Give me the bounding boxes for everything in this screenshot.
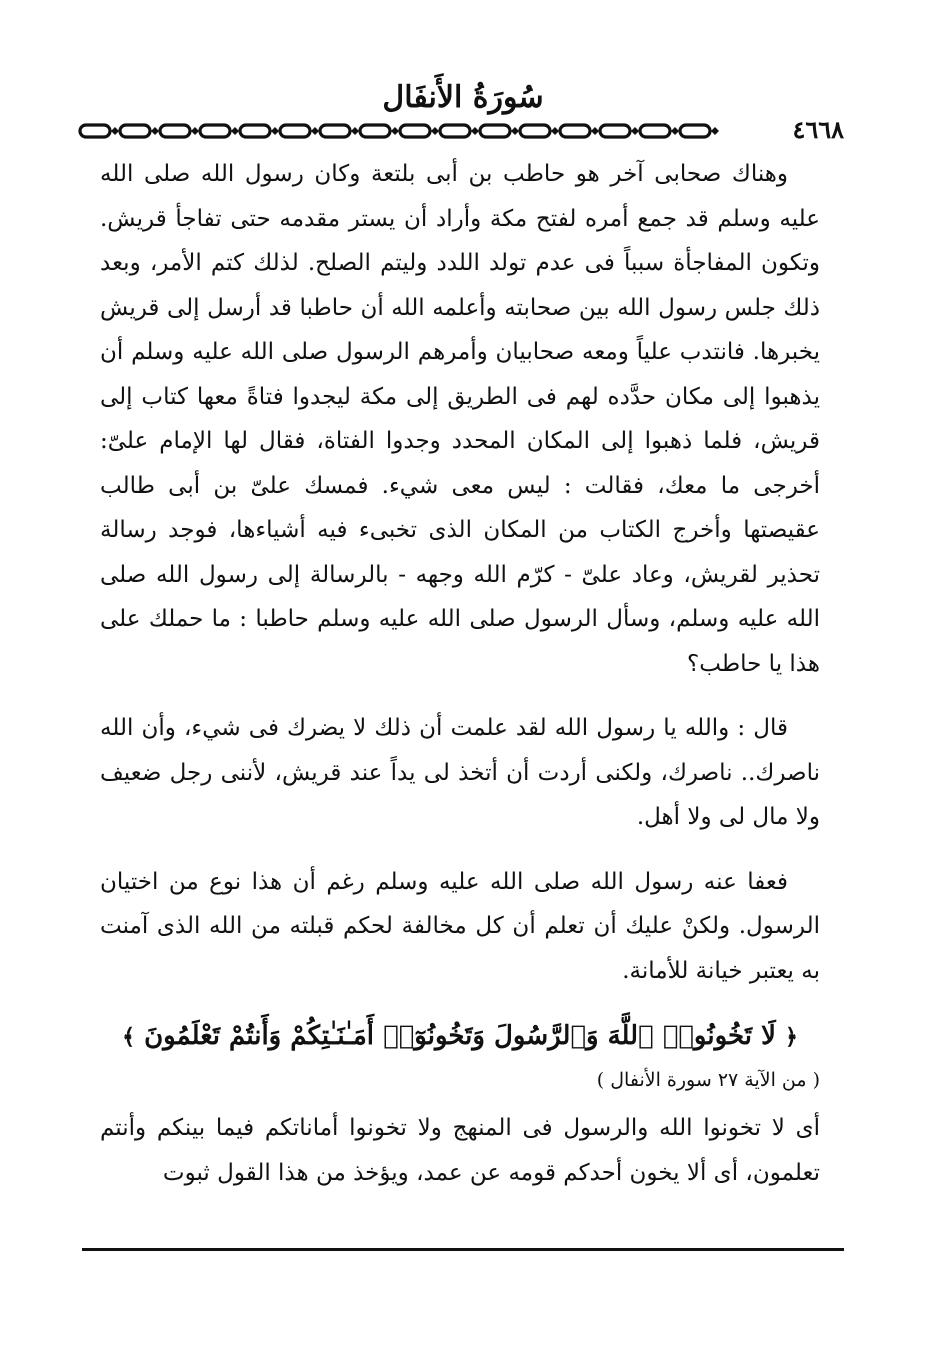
chain-diamond: [311, 127, 319, 135]
verse-open-bracket: ﴿: [784, 1024, 798, 1050]
verse-text: لَا تَخُونُوا۟ ٱللَّهَ وَٱلرَّسُولَ وَتَخُونُوٓا۟ أَمَـٰنَـٰتِكُمْ وَأَنتُمْ تَعْلَمُونَ: [144, 1021, 776, 1051]
header-ornament: [78, 120, 818, 142]
chain-link: [400, 125, 430, 137]
chain-link: [360, 125, 390, 137]
chain-link: [440, 125, 470, 137]
paragraph-4: أى لا تخونوا الله والرسول فى المنهج ولا تخونوا أماناتكم فيما بينكم وأنتم تعلمون، أى ألا يخون أحدكم قومه عن عمد، ويؤخذ من هذا القول ثبوت: [100, 1115, 820, 1186]
chain-diamond: [551, 127, 559, 135]
chain-link: [520, 125, 550, 137]
chain-diamond: [351, 127, 359, 135]
chain-diamond: [511, 127, 519, 135]
chain-link: [200, 125, 230, 137]
verse-close-bracket: ﴾: [122, 1024, 135, 1050]
chain-link: [600, 125, 630, 137]
chain-diamond: [111, 127, 119, 135]
chain-link: [640, 125, 670, 137]
chain-diamond: [271, 127, 279, 135]
chain-link: [480, 125, 510, 137]
chain-link: [320, 125, 350, 137]
paragraph-1: وهناك صحابى آخر هو حاطب بن أبى بلتعة وكان رسول الله صلى الله عليه وسلم قد جمع أمره لفتح مكة وأراد أن يستر مقدمه حتى تفاجأ قريش. وتكون المفاجأة سبباً فى عدم تولد اللدد وليتم الصلح. لذلك كتم الأمر، وبعد ذلك جلس رسول الله بين صحابته وأعلمه الله أن حاطبا قد أرسل إلى قريش يخبرها. فانتدب علياً ومعه صحابيان وأمرهم الرسول صلى الله عليه وسلم أن يذهبوا إلى مكان حدَّده لهم فى الطريق إلى مكة ليجدوا فتاةً معها كتاب إلى قريش، فلما ذهبوا إلى المكان المحدد وجدوا الفتاة، فقال لها الإمام علىّ: أخرجى ما معك، فقالت : ليس معى شيء. فمسك علىّ بن أبى طالب عقيصتها وأخرج الكتاب من المكان الذى تخبىء فيه أشياءها، فوجد رسالة تحذير لقريش، وعاد علىّ - كرّم الله وجهه - بالرسالة إلى رسول الله صلى الله عليه وسلم، وسأل الرسول صلى الله عليه وسلم حاطبا : ما حملك على هذا يا حاطب؟: [100, 161, 820, 677]
sura-title: سُورَةُ الأَنفَال: [382, 80, 544, 115]
bottom-rule: [82, 1248, 844, 1251]
chain-diamond: [671, 127, 679, 135]
chain-link: [680, 125, 710, 137]
chain-diamond: [391, 127, 399, 135]
chain-diamond: [431, 127, 439, 135]
chain-diamond: [151, 127, 159, 135]
chain-link: [80, 125, 110, 137]
page-number: ٤٦٦٨: [788, 116, 848, 144]
verse-reference: ( من الآية ٢٧ سورة الأنفال ): [596, 1069, 820, 1091]
chain-link: [160, 125, 190, 137]
chain-link: [240, 125, 270, 137]
chain-link: [280, 125, 310, 137]
body-text: [100, 152, 820, 1195]
chain-diamond: [631, 127, 639, 135]
chain-diamond: [231, 127, 239, 135]
paragraph-3: فعفا عنه رسول الله صلى الله عليه وسلم رغم أن هذا نوع من اختيان الرسول. ولكنْ عليك أن تعلم أن كل مخالفة لحكم قبلته من الله الذى آمنت به يعتبر خيانة للأمانة.: [100, 868, 820, 984]
chain-link: [120, 125, 150, 137]
chain-diamond: [471, 127, 479, 135]
chain-diamond: [591, 127, 599, 135]
chain-diamond: [191, 127, 199, 135]
paragraph-2: قال : والله يا رسول الله لقد علمت أن ذلك لا يضرك فى شيء، وأن الله ناصرك.. ناصرك، ولكنى أردت أن أتخذ لى يداً عند قريش، لأننى رجل ضعيف ولا مال لى ولا أهل.: [100, 715, 820, 830]
quran-verse: [100, 1011, 820, 1062]
chain-diamond: [711, 127, 719, 135]
chain-link: [560, 125, 590, 137]
